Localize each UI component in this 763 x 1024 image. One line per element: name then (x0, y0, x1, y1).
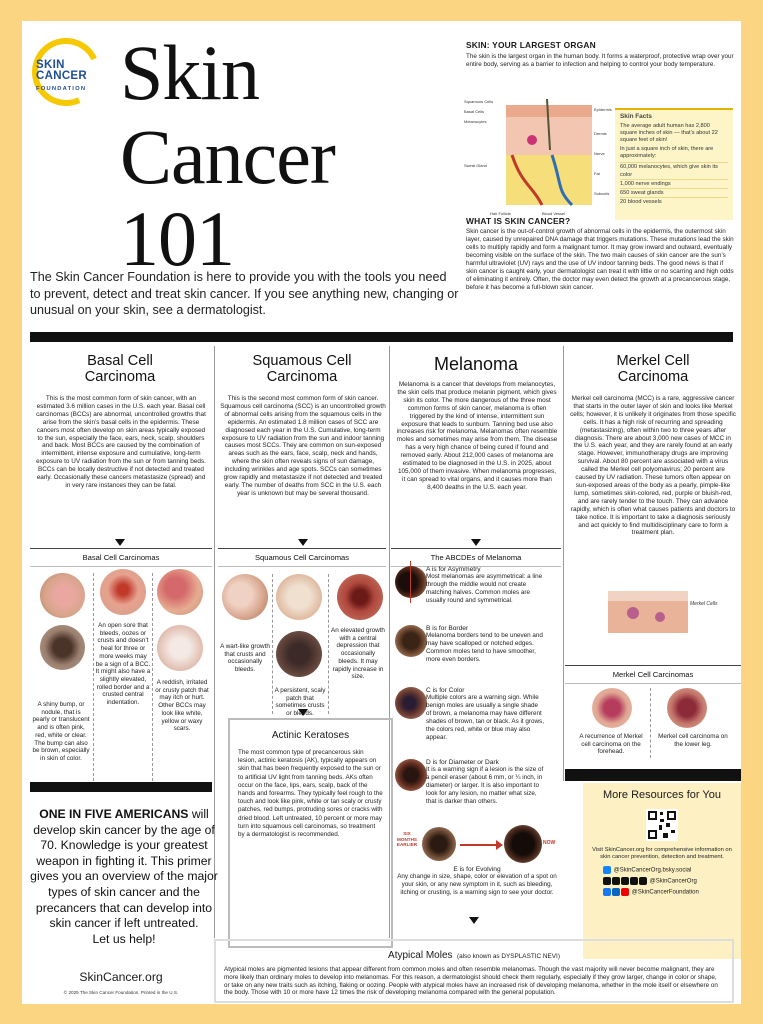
skin-fact-item: 1,000 nerve endings (620, 179, 728, 188)
label-hair-follicle: Hair Follicle (490, 211, 511, 216)
abcde-e: E is for Evolving Any change in size, shape, color or elevation of a spot on your skin, or any new symptom in it, such as bleeding, itching or crusting, is a warning sign to see your doctor. (397, 866, 557, 896)
evolving-photo-now (504, 825, 542, 863)
skin-diagram (462, 95, 612, 223)
diameter-photo (395, 759, 427, 791)
skin-fact-item: 650 sweat glands (620, 188, 728, 197)
melanoma-heading: Melanoma (433, 354, 519, 374)
label-squamous: Squamous Cells (464, 99, 494, 104)
ak-text: The most common type of precancerous skin lesion, actinic keratosis (AK), typically appears on skin that has been frequently exposed to the sun or to artificial UV light from tanning beds. AKs often occur on the face, lips, ears, scalp, back of the hands and forearms. They typically feel rough to the touch and look like pink, white or tan scaly or crusty patches, red bumps, protruding sores or cracks with dried blood. Left untreated, 10 percent or more may turn into squamous cell carcinomas, so treatment by a dermatologist is recommended. (238, 749, 383, 839)
linkedin-icon (612, 888, 620, 896)
dashed-divider (152, 573, 153, 781)
scc-caption-1: A wart-like growth that crusts and occasionally bleeds. (220, 643, 270, 674)
bcc-photo-3 (157, 569, 203, 615)
threads-icon (639, 877, 647, 885)
ak-heading: Actinic Keratoses (271, 730, 350, 741)
poster (22, 21, 741, 1004)
evolving-earlier-label: SIX MONTHS EARLIER (396, 831, 418, 847)
mcc-heading: Merkel Cell Carcinoma (616, 353, 690, 385)
arrow-down-icon (469, 917, 479, 924)
foundation-logo[interactable] (32, 38, 104, 106)
bcc-caption-3: A reddish, irritated or crusty patch that may itch or hurt. Other BCCs may look like white, yellow or waxy scars. (155, 679, 209, 733)
resources-text: Visit SkinCancer.org for comprehensive information on skin cancer prevention, detection and treatment. (592, 847, 732, 861)
abcde-a: A is for Asymmetry Most melanomas are asymmetrical: a line through the middle would not create matching halves. Common moles are usually round and symmetrical. (426, 566, 543, 604)
mcc-photo-2 (667, 688, 707, 728)
organ-text: The skin is the largest organ in the human body. It forms a waterproof, protective wrap over your entire body, serving as a barrier to infection and helping to control your body temperature. (466, 53, 734, 68)
sweat-gland (527, 135, 537, 145)
arrowhead-icon (496, 840, 503, 850)
arrow-down-icon (298, 539, 308, 546)
label-melanocytes: Melanocytes (464, 119, 487, 124)
title-line2: Cancer (120, 113, 335, 200)
dashed-divider (328, 574, 329, 714)
abcde-d: D is for Diameter or Dark It is a warning sign if a lesion is the size of a pencil eraser (about 6 mm, or ¼ inch, in diameter) or larger. It is also important to look for any lesion, no matter what size, that is darker than others. (426, 759, 544, 805)
stat-bold: ONE IN FIVE AMERICANS (39, 807, 189, 821)
skin-fact-item: 60,000 melanocytes, which give skin its color (620, 162, 728, 179)
copyright: © 2025 The Skin Cancer Foundation. Printed in the U.S. (63, 990, 179, 995)
label-basal: Basal Cells (464, 109, 485, 114)
bcc-photo-2 (100, 569, 146, 615)
atypical-moles-box (214, 939, 734, 1003)
evolving-photo-before (422, 827, 456, 861)
skin-facts-box (615, 108, 733, 220)
logo-line2: CANCER (36, 70, 87, 82)
bcc-text: This is the most common form of skin cancer, with an estimated 3.6 million cases in the U.S. each year. Basal cell carcinomas (BCCs) are abnormal, uncontrolled growths that arise from the skin’s basal cells in the epidermis. These cancers most often develop on skin areas typically exposed to the sun, especially the face, ears, neck, scalp, shoulders and back. Most BCCs are caused by the combination of intermittent, intense exposure and cumulative, long-term exposure to UV radiation from the sun or from tanning beds. BCCs can be locally destructive if not detected and treated early. Occasionally these cancers metastasize (spread) and in very rare instances they can be fatal. (36, 395, 206, 489)
resources-divider (565, 769, 741, 781)
abcde-b: B is for Border Melanoma borders tend to be uneven and may have scalloped or notched edges. Common moles tend to have smoother, more even borders. (426, 625, 543, 663)
bluesky-icon (603, 866, 611, 874)
scc-photo-1 (222, 574, 268, 620)
instagram-icon (612, 877, 620, 885)
title-line3: 101 (120, 195, 234, 282)
pinterest-icon (621, 877, 629, 885)
title-line1: Skin (120, 29, 260, 116)
skin-facts-heading: Skin Facts (620, 113, 652, 120)
social-link[interactable]: @SkinCancerOrg (603, 877, 735, 885)
label-nerve: Nerve (594, 151, 605, 156)
whatis-heading: WHAT IS SKIN CANCER? (466, 216, 571, 226)
qr-code-icon[interactable] (646, 809, 678, 841)
scc-caption-2: A persistent, scaly patch that sometimes crusts or bleeds. (274, 687, 326, 718)
color-photo (395, 687, 427, 719)
facebook-link[interactable]: @SkinCancerFoundation (603, 888, 735, 896)
x-icon (603, 877, 611, 885)
bcc-photo-5 (157, 625, 203, 671)
scc-subheading: Squamous Cell Carcinomas (218, 548, 386, 567)
scc-photo-3 (337, 574, 383, 620)
subcutis-layer (506, 155, 592, 205)
bcc-photo-4 (40, 625, 85, 670)
skin-facts-p1: The average adult human has 2,800 square inches of skin — that’s about 22 square feet of skin! (620, 123, 718, 143)
label-dermis: Dermis (594, 131, 607, 136)
abcde-subheading: The ABCDEs of Melanoma (391, 548, 561, 567)
stat-block (30, 807, 218, 947)
tiktok-icon (630, 877, 638, 885)
stat-end: Let us help! (92, 931, 156, 946)
scc-caption-3: An elevated growth with a central depression that occasionally bleeds. It may rapidly increase in size. (331, 627, 385, 681)
label-epidermis: Epidermis (594, 107, 612, 112)
stat-divider (30, 782, 212, 792)
arrow-down-icon (298, 709, 308, 716)
atypical-heading: Atypical Moles (also known as DYSPLASTIC NEVI) (388, 950, 560, 961)
merkel-cells-illustration (598, 581, 718, 641)
bcc-subheading: Basal Cell Carcinomas (30, 548, 212, 567)
mcc-caption-1: A recurrence of Merkel cell carcinoma on the forehead. (579, 733, 643, 756)
scc-text: This is the second most common form of skin cancer. Squamous cell carcinoma (SCC) is an uncontrolled growth of abnormal cells arising from the squamous cells in the epidermis. An estimated 1.8 million cases of SCC are diagnosed each year in the U.S. Cumulative, long-term exposure to UV radiation from the sun and indoor tanning causes most SCCs. They are common on sun-exposed areas such as the ears, face, scalp, neck and hands, where the skin often reveals signs of sun damage, including wrinkles and age spots. SCCs can sometimes grow rapidly and metastasize if not detected and treated early. The number of deaths from SCC in the U.S. each year is unknown but may be several thousand. (220, 395, 386, 497)
mcc-photo-1 (592, 688, 632, 728)
dashed-divider (93, 573, 94, 781)
bcc-photo-1 (40, 573, 85, 618)
section-divider (30, 332, 733, 342)
scc-photo-2 (276, 574, 322, 620)
abcde-c: C is for Color Multiple colors are a warning sign. While benign moles are usually a single shade of brown, a melanoma may have different shades of brown, tan or black. As it grows, the colors red, white or blue may also appear. (426, 687, 544, 741)
bcc-caption-2: An open sore that bleeds, oozes or crusts and doesn’t heal for three or more weeks may be a sign of a BCC. It might also have a slightly elevated, rolled border and a crusted central indentation. (95, 622, 151, 707)
epidermis-layer (506, 105, 592, 117)
dashed-divider (650, 688, 651, 758)
bluesky-link[interactable]: @SkinCancerOrg.bsky.social (603, 866, 735, 874)
melanoma-text: Melanoma is a cancer that develops from melanocytes, the skin cells that produce melanin pigment, which gives skin its color. The more dangerous of the three most common forms of skin cancer, melanoma is often triggered by the kind of intense, intermittent sun exposure that leads to sunburn. Tanning bed use also increases risk for melanoma. Melanomas often resemble moles and sometimes may arise from them. The disease has a very high chance of being cured if found and removed early. About 212,000 cases of melanoma are estimated to be diagnosed in the U.S. in 2025, about 105,000 of them invasive. When melanoma progresses, it can spread to vital organs, and it causes more than 8,400 deaths in the U.S. each year. (396, 381, 558, 491)
organ-heading: SKIN: YOUR LARGEST ORGAN (466, 40, 596, 50)
bcc-caption-1: A shiny bump, or nodule, that is pearly or translucent and is often pink, red, white or clear. The bump can also be brown, especially in skin of color. (32, 701, 90, 762)
ak-box (228, 718, 393, 948)
label-fat: Fat (594, 171, 600, 176)
scc-photo-4 (276, 631, 322, 677)
logo-line1: SKIN (36, 59, 65, 71)
arrow-right-icon (460, 844, 498, 846)
atypical-text: Atypical moles are pigmented lesions that appear different from common moles and often resemble melanomas. Though the vast majority will never become malignant, they are more likely than ordinary moles to develop into melanomas. For this reason, a dermatologist should check them regularly, especially if they grow larger, change in color or shape, or take on any new traits such as itching, flaking or oozing. People with atypical moles have an increased risk of developing melanoma, whether in the mole itself or elsewhere on the body. Those with 10 or more have 12 times the risk of developing melanoma compared with the general population. (224, 966, 718, 997)
stat-text: will develop skin cancer by the age of 70. Knowledge is your greatest weapon in fighting it. This primer gives you an overview of the major types of skin cancer and the precancers that can develop into skin cancer if left untreated. (30, 807, 218, 931)
intro-text: The Skin Cancer Foundation is here to provide you with the tools you need to prevent, detect and treat skin cancer. If you see anything new, changing or unusual on your skin, see a dermatologist. (30, 270, 459, 317)
scc-heading: Squamous Cell Carcinoma (252, 353, 352, 385)
skin-facts-p2: In just a square inch of skin, there are approximately: (620, 146, 714, 159)
site-link[interactable]: SkinCancer.org (79, 970, 163, 984)
merkel-cells-label: Merkel Cells (690, 601, 718, 607)
mcc-subheading: Merkel Cell Carcinomas (565, 665, 741, 684)
evolving-now-label: NOW (543, 840, 556, 846)
mcc-caption-2: Merkel cell carcinoma on the lower leg. (658, 733, 728, 748)
dashed-divider (272, 574, 273, 714)
mcc-text: Merkel cell carcinoma (MCC) is a rare, aggressive cancer that starts in the outer layer of skin and looks like Merkel cells; however, it is unlikely it originates from those specific cells. It has a high risk of recurring and spreading (metastasizing), often within two to three years after diagnosis. There are about 3,000 new cases of MCC in the U.S. each year, and they are rarely found at an early stage. However, immunotherapy drugs are improving survival. About 80 percent are associated with a virus called the Merkel cell polyomavirus; 20 percent are caused by UV radiation. These tumors often appear on sun-exposed areas of the body as a pearly, pimple-like lump, sometimes skin-colored, red, purple or bluish-red, and are rarely tender to the touch. They can advance rapidly, which is often what causes patients and doctors to take notice. It is important to take a diagnosis seriously and act quickly to find multidisciplinary care to form a treatment plan. (570, 395, 736, 537)
label-blood-vessel: Blood Vessel (542, 211, 566, 216)
youtube-icon (621, 888, 629, 896)
resources-heading: More Resources for You (602, 789, 721, 801)
resources-box (583, 783, 741, 959)
arrow-down-icon (115, 539, 125, 546)
label-sweat: Sweat Gland (464, 163, 487, 168)
label-subcutis: Subcutis (594, 191, 610, 196)
arrow-down-icon (471, 539, 481, 546)
logo-line3: FOUNDATION (36, 86, 87, 92)
facebook-icon (603, 888, 611, 896)
asymmetry-photo (395, 566, 427, 598)
border-photo (395, 625, 427, 657)
asymmetry-line (410, 561, 411, 603)
whatis-text: Skin cancer is the out-of-control growth of abnormal cells in the epidermis, the outermost skin layer, caused by unrepaired DNA damage that triggers mutations. These mutations lead the skin cells to multiply rapidly and form a malignant tumor. It may grow inward and outward, eventually becoming visible on the surface of the skin. The two main causes of skin cancer are the sun’s harmful ultraviolet (UV) rays and the use of UV indoor tanning beds. The good news is that if skin cancer is caught early, your dermatologist can treat it with little or no scarring and high odds of eliminating it entirely. Often, the doctor may even detect the growth at a precancerous stage, before it has become a full-blown skin cancer. (466, 228, 734, 291)
skin-fact-item: 20 blood vessels (620, 197, 728, 206)
bcc-heading: Basal Cell Carcinoma (84, 353, 156, 385)
